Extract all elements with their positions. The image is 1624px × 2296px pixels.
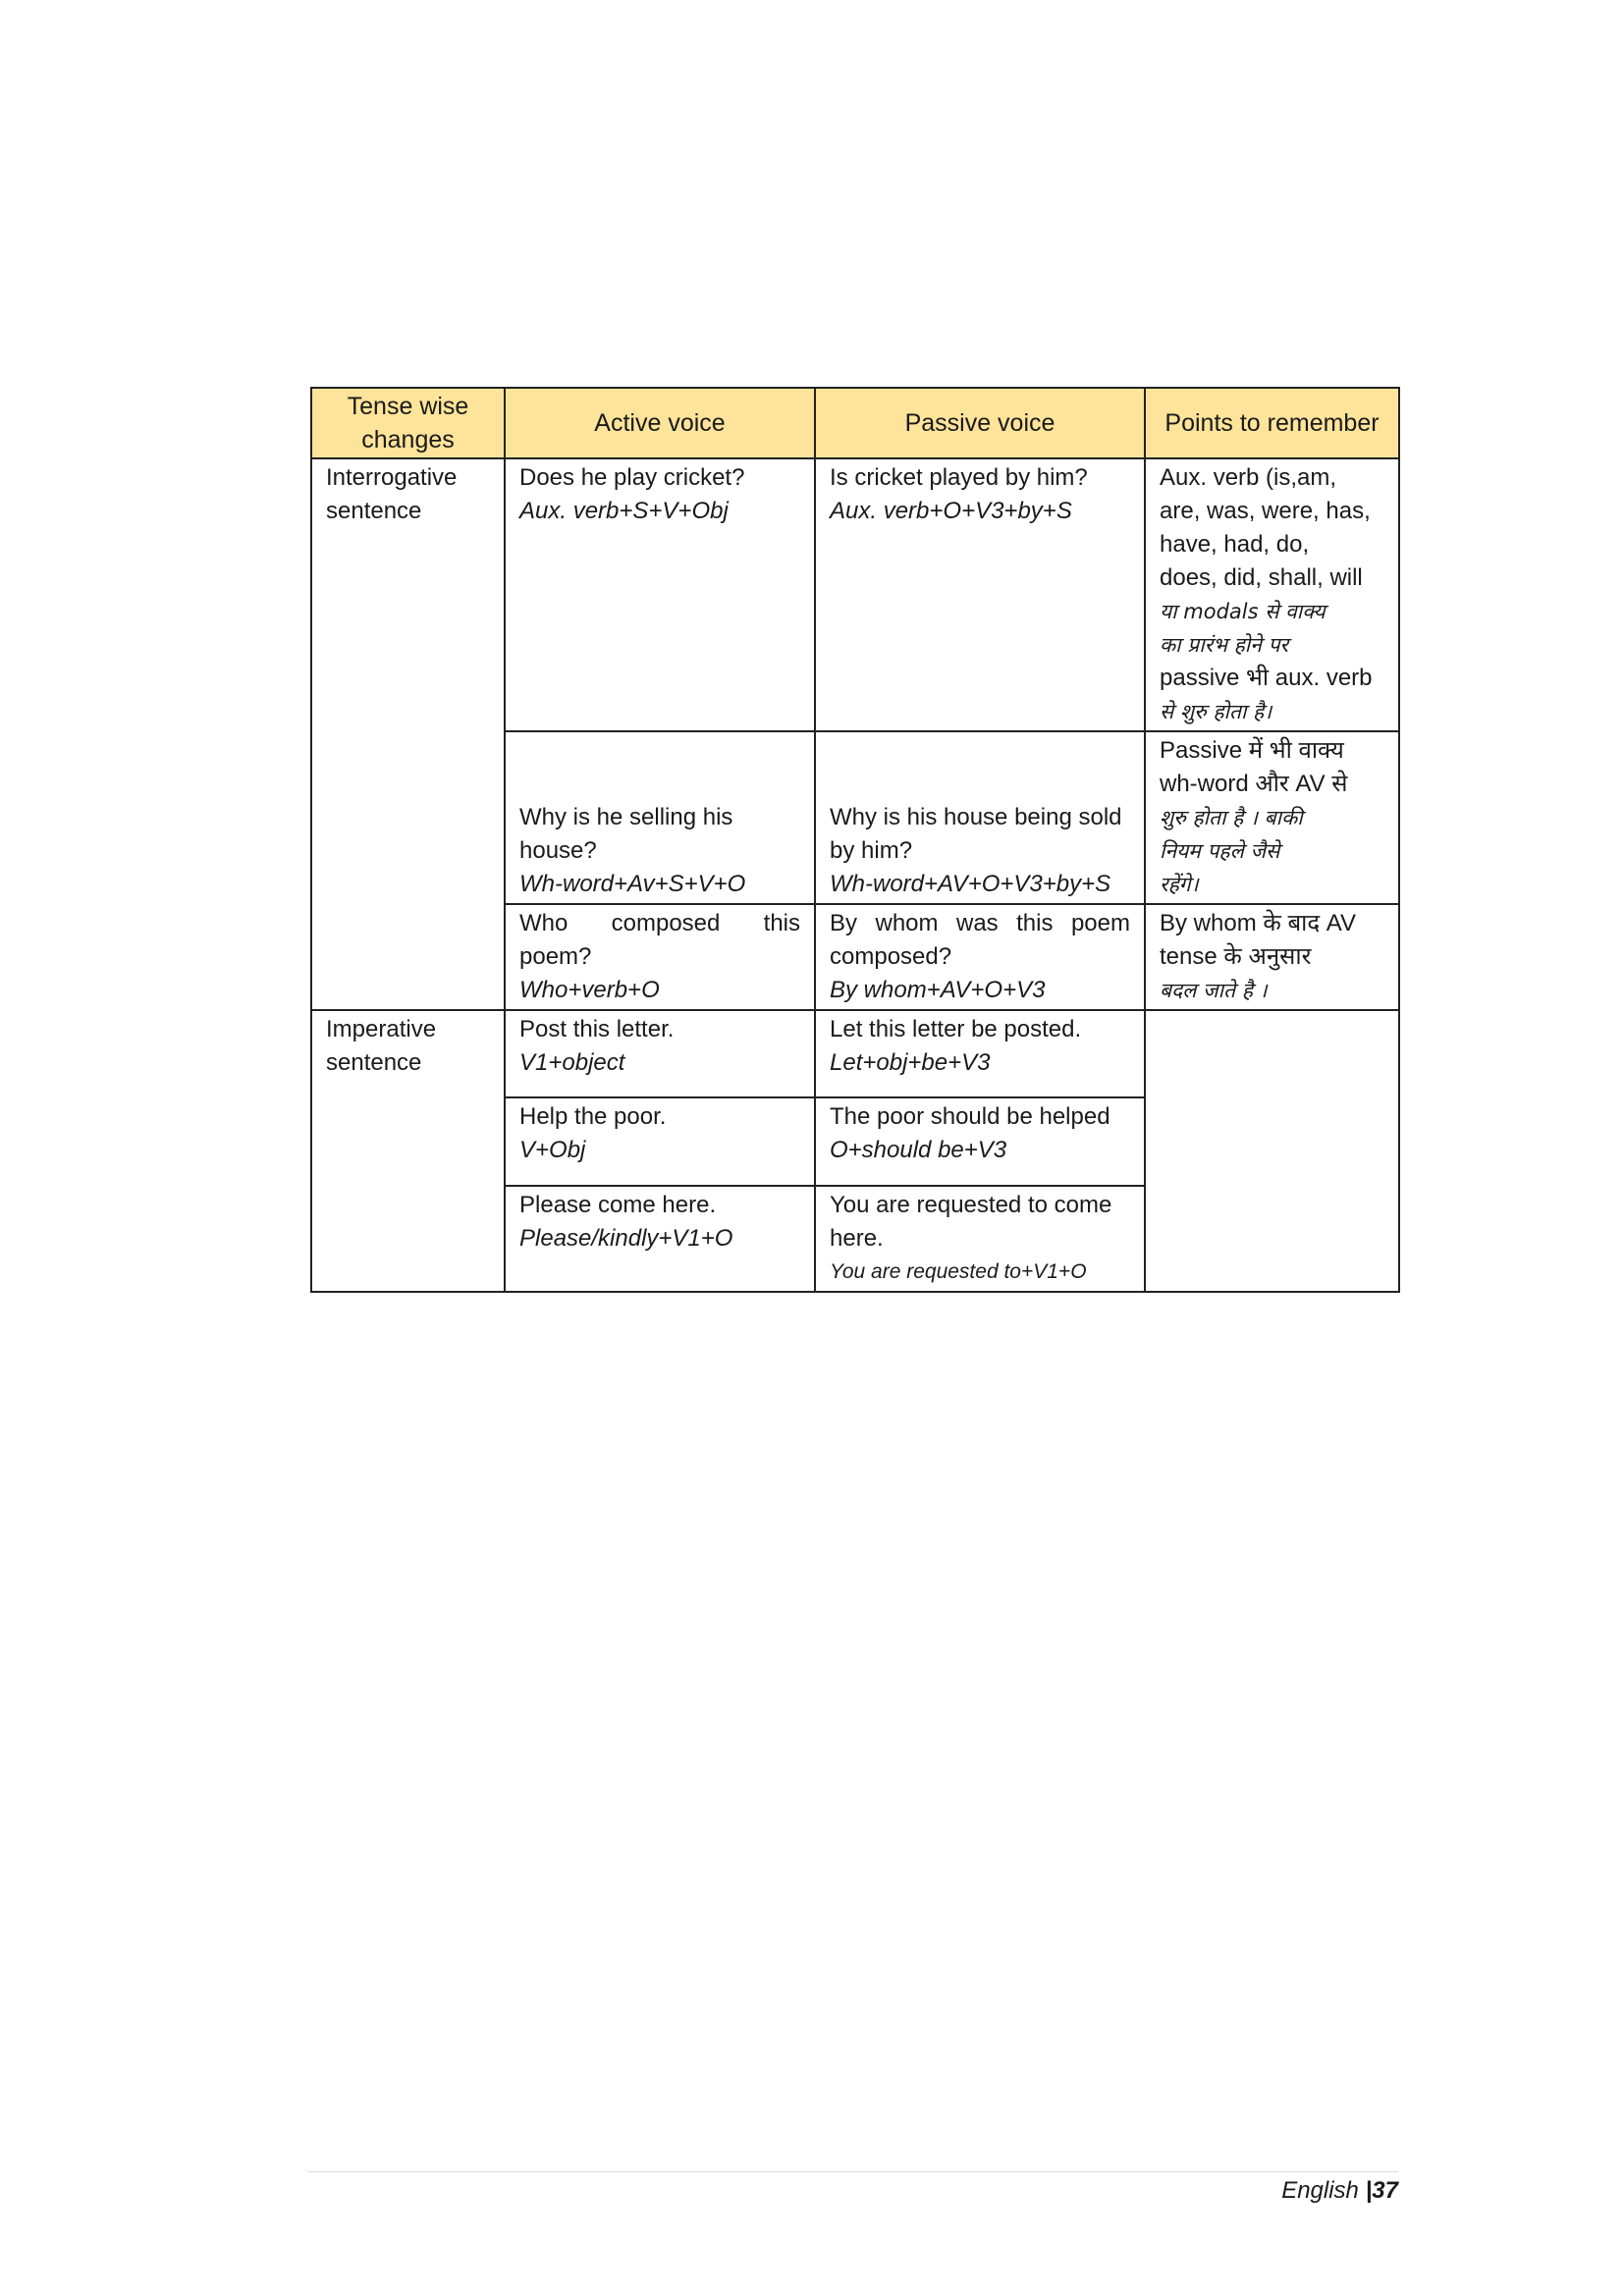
active-cell	[505, 1010, 815, 1097]
passive-formula: By whom+AV+O+V3	[830, 977, 1046, 1003]
points-cell	[1145, 458, 1399, 731]
points-line: बदल जाते है ।	[1160, 979, 1268, 1002]
header-tense-wise-changes: Tense wise changes	[311, 388, 505, 458]
active-formula: Wh-word+Av+S+V+O	[519, 871, 746, 897]
table-row	[311, 458, 1399, 731]
page-number: 37	[1372, 2177, 1398, 2204]
passive-cell	[815, 904, 1145, 1010]
passive-sentence: The poor should be helped	[830, 1103, 1110, 1130]
active-cell	[505, 458, 815, 731]
active-sentence: Post this letter.	[519, 1016, 675, 1042]
points-line: शुरु होता है । बाकी	[1160, 806, 1303, 829]
active-formula: Aux. verb+S+V+Obj	[519, 498, 729, 524]
points-line: Passive में भी वाक्य	[1160, 737, 1344, 764]
points-line: से शुरु होता है।	[1160, 700, 1272, 723]
passive-formula: O+should be+V3	[830, 1137, 1007, 1163]
points-line: are, was, were, has,	[1160, 498, 1371, 524]
page-footer	[1281, 2177, 1398, 2205]
header-active-voice: Active voice	[505, 388, 815, 458]
active-formula: V1+object	[519, 1049, 625, 1076]
points-line: passive भी aux. verb	[1160, 665, 1373, 691]
points-line: tense के अनुसार	[1160, 943, 1312, 970]
header-points-to-remember: Points to remember	[1145, 388, 1399, 458]
points-line: By whom के बाद AV	[1160, 910, 1357, 936]
points-cell-empty	[1145, 1010, 1399, 1292]
header-row	[311, 388, 1399, 458]
footer-separator: |	[1365, 2177, 1373, 2204]
passive-cell	[815, 1186, 1145, 1292]
section-imperative-sentence: Imperative sentence	[311, 1010, 505, 1292]
points-cell	[1145, 731, 1399, 904]
points-line: का प्रारंभ होने पर	[1160, 633, 1289, 657]
voice-conversion-table	[310, 387, 1400, 1293]
passive-sentence: Why is his house being sold by him?	[830, 804, 1122, 864]
passive-sentence: Let this letter be posted.	[830, 1016, 1082, 1042]
points-line: does, did, shall, will	[1160, 564, 1363, 591]
table-row	[311, 1010, 1399, 1097]
active-cell	[505, 1186, 815, 1292]
active-sentence: Why is he selling his house?	[519, 804, 733, 864]
passive-sentence: By whom was this poem composed?	[830, 910, 1130, 970]
passive-formula: Wh-word+AV+O+V3+by+S	[830, 871, 1111, 897]
points-line: wh-word और AV से	[1160, 771, 1348, 797]
footer-subject: English	[1281, 2177, 1359, 2204]
active-formula: Who+verb+O	[519, 977, 660, 1003]
active-sentence: Help the poor.	[519, 1103, 667, 1130]
active-cell	[505, 1097, 815, 1186]
passive-sentence: Is cricket played by him?	[830, 464, 1088, 491]
active-sentence: Does he play cricket?	[519, 464, 745, 491]
points-line: या modals से वाक्य	[1160, 600, 1326, 623]
active-cell	[505, 904, 815, 1010]
active-cell	[505, 731, 815, 904]
passive-formula: You are requested to+V1+O	[830, 1260, 1087, 1283]
passive-sentence: You are requested to come here.	[830, 1192, 1112, 1252]
passive-formula: Aux. verb+O+V3+by+S	[830, 498, 1072, 524]
active-sentence: Please come here.	[519, 1192, 717, 1218]
active-formula: Please/kindly+V1+O	[519, 1225, 733, 1252]
header-passive-voice: Passive voice	[815, 388, 1145, 458]
points-line: रहेंगे।	[1160, 873, 1199, 896]
passive-cell	[815, 458, 1145, 731]
passive-cell	[815, 731, 1145, 904]
active-sentence: Who composed this poem?	[519, 910, 800, 970]
points-line: Aux. verb (is,am,	[1160, 464, 1337, 491]
points-line: have, had, do,	[1160, 531, 1310, 558]
points-cell	[1145, 904, 1399, 1010]
section-interrogative-sentence: Interrogative sentence	[311, 458, 505, 1010]
passive-cell	[815, 1010, 1145, 1097]
footer-divider	[307, 2171, 1398, 2172]
passive-cell	[815, 1097, 1145, 1186]
active-formula: V+Obj	[519, 1137, 586, 1163]
passive-formula: Let+obj+be+V3	[830, 1049, 991, 1076]
points-line: नियम पहले जैसे	[1160, 839, 1280, 863]
